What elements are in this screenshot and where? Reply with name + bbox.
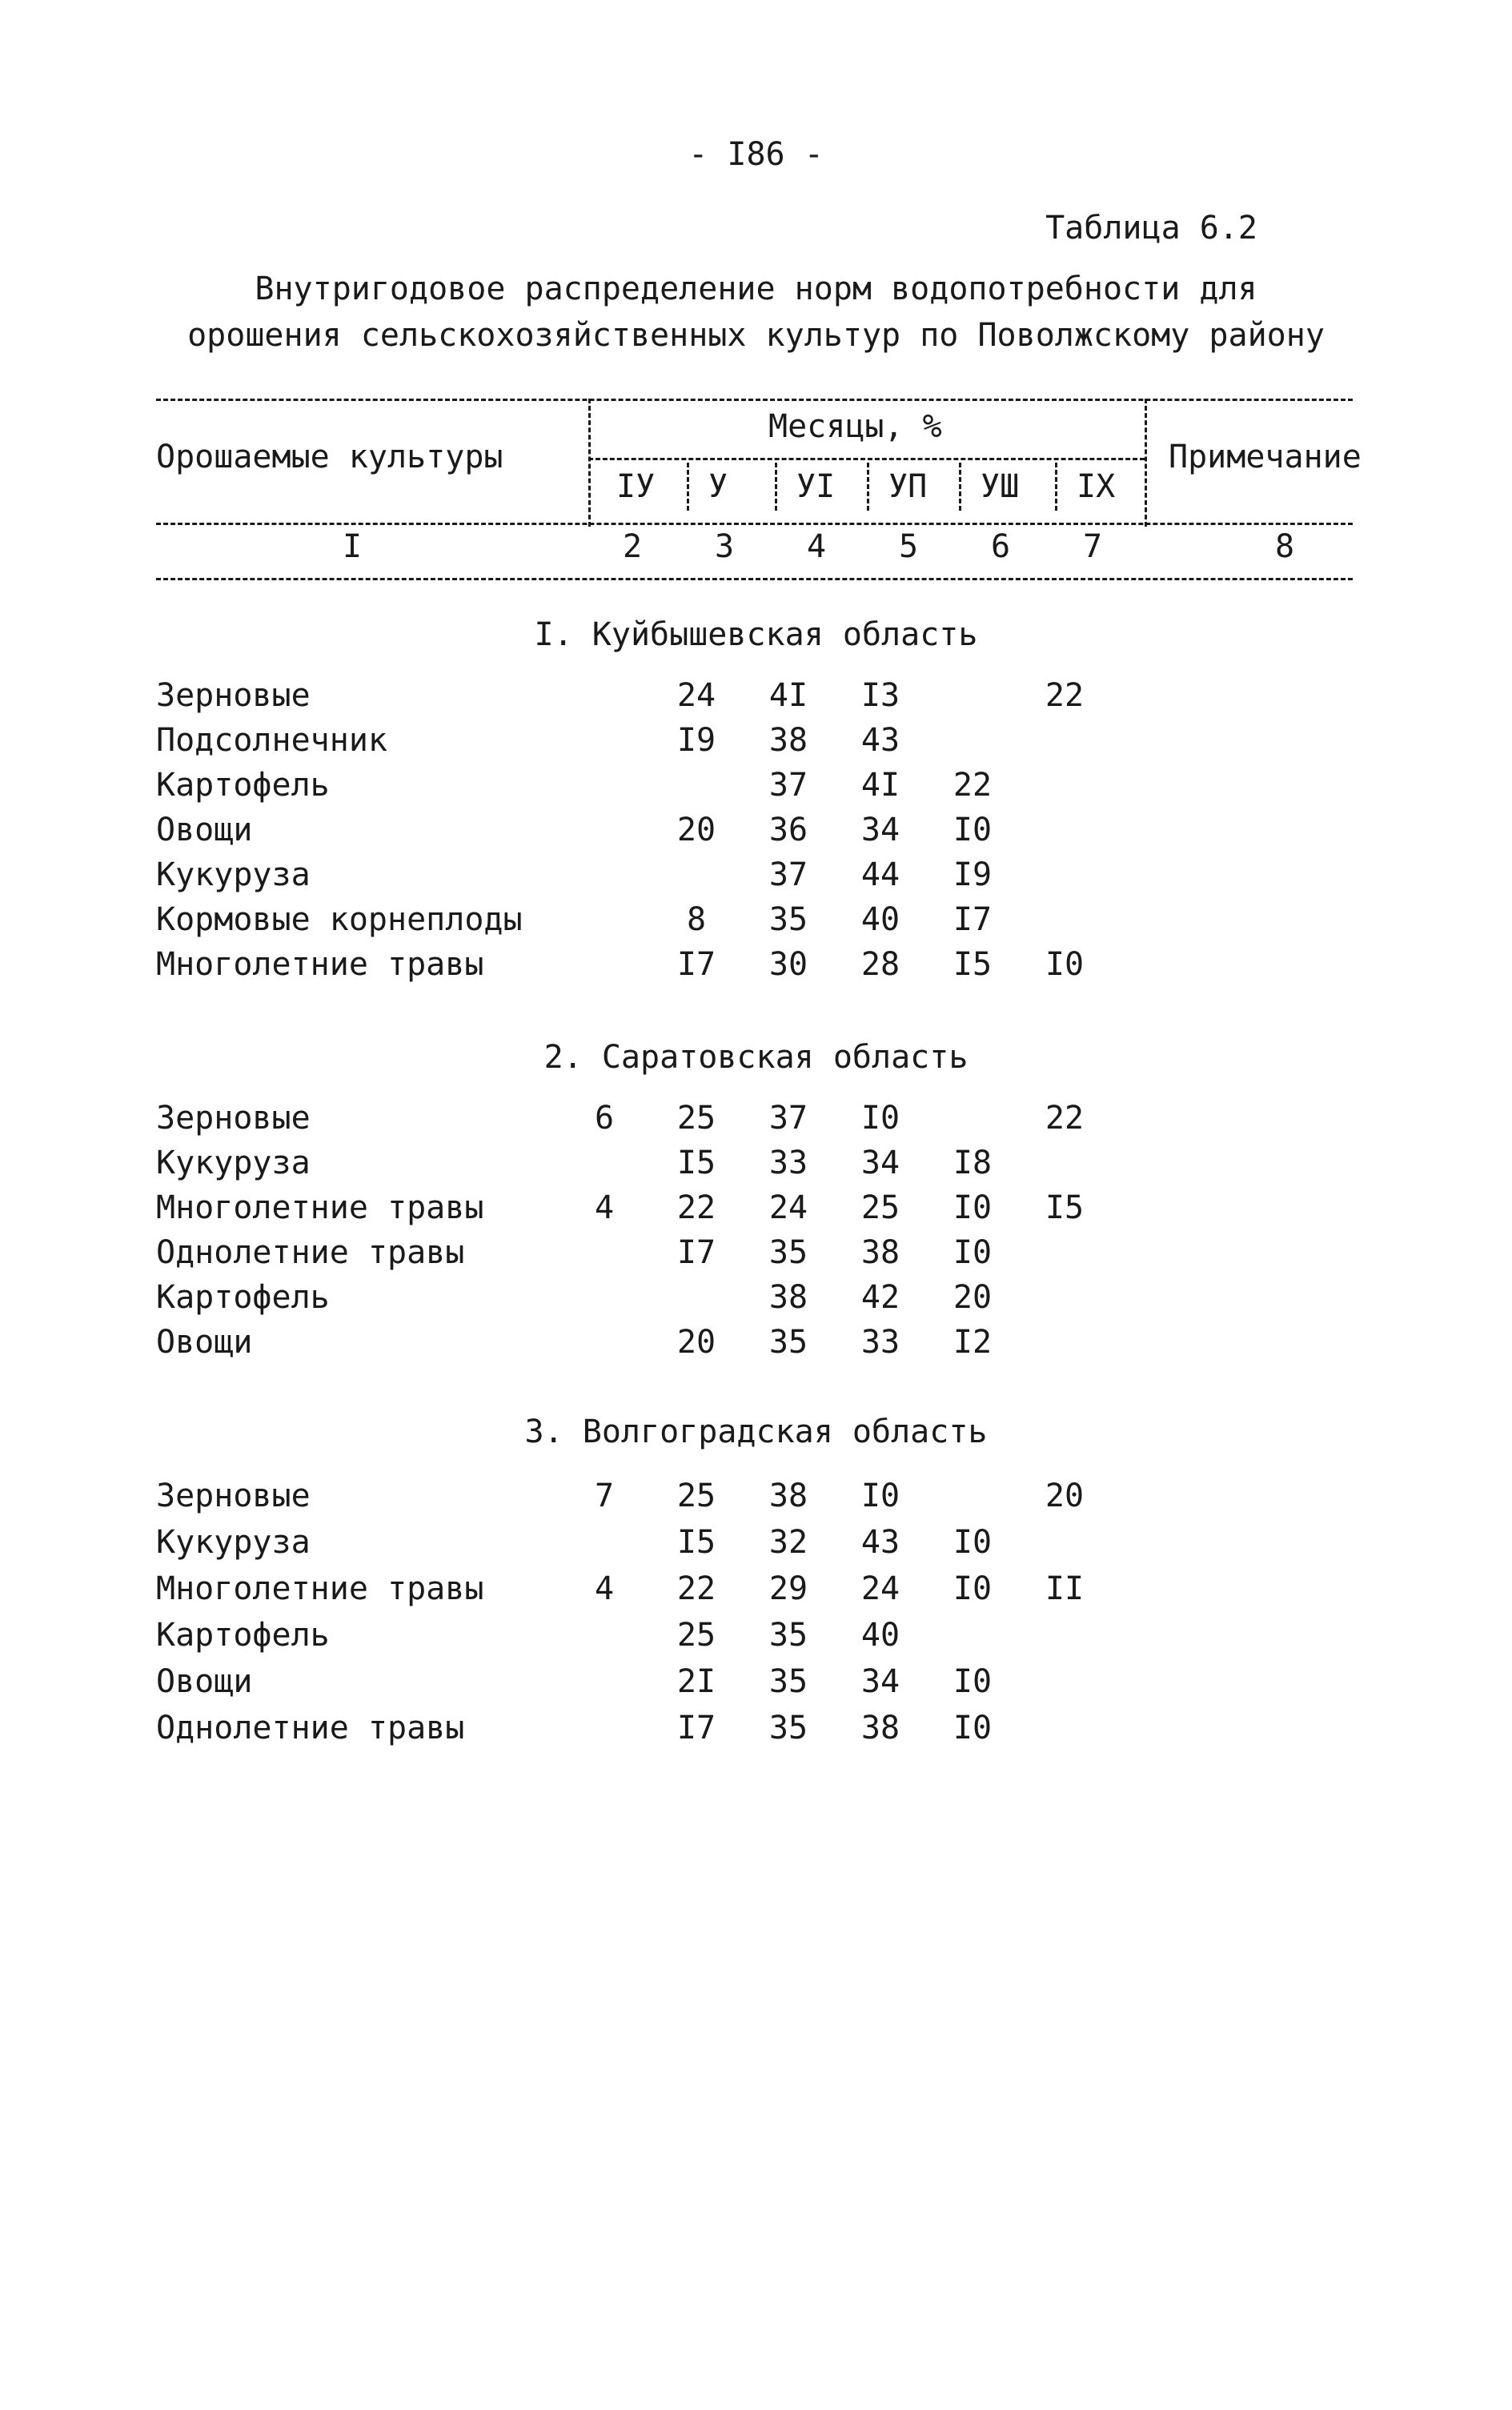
value-may: 22: [676, 1189, 716, 1226]
value-jul: I0: [860, 1100, 900, 1137]
table-row: [0, 1617, 1512, 1662]
col-number: 2: [622, 528, 643, 565]
col-number: I: [342, 528, 363, 565]
crop-name: Картофель: [156, 1617, 330, 1654]
value-sep: I5: [1045, 1189, 1085, 1226]
value-may: 20: [676, 812, 716, 848]
value-may: I7: [676, 1710, 716, 1746]
crop-name: Картофель: [156, 767, 330, 804]
col-number: 5: [898, 528, 919, 565]
value-jun: 35: [768, 1324, 808, 1361]
month-divider: [959, 463, 961, 511]
value-jul: 43: [860, 722, 900, 759]
months-subheader-rule: [588, 458, 1145, 460]
value-may: 20: [676, 1324, 716, 1361]
section-title: 2. Саратовская область: [543, 1039, 969, 1076]
page-number: - I86 -: [688, 136, 824, 173]
value-jul: 33: [860, 1324, 900, 1361]
value-apr: 4: [594, 1189, 615, 1226]
header-months: Месяцы, %: [768, 408, 942, 445]
value-jun: 29: [768, 1570, 808, 1607]
value-jul: 40: [860, 1617, 900, 1654]
month-divider: [775, 463, 777, 511]
value-apr: 4: [594, 1570, 615, 1607]
month-col-9: IX: [1077, 468, 1116, 505]
section-title: 3. Волгоградская область: [524, 1414, 988, 1450]
value-jun: 36: [768, 812, 808, 848]
value-aug: I0: [953, 1663, 993, 1700]
header-left-divider: [588, 399, 591, 527]
value-aug: I7: [953, 901, 993, 938]
value-jun: 35: [768, 1617, 808, 1654]
value-may: 25: [676, 1617, 716, 1654]
value-sep: 20: [1045, 1478, 1085, 1514]
value-aug: I0: [953, 1234, 993, 1271]
table-row: [0, 1279, 1512, 1324]
table-row: [0, 722, 1512, 767]
header-right-divider: [1145, 399, 1147, 527]
crop-name: Зерновые: [156, 677, 311, 714]
value-may: I5: [676, 1524, 716, 1561]
crop-name: Кукуруза: [156, 1145, 311, 1181]
month-col-4: IУ: [616, 468, 656, 505]
value-aug: I0: [953, 1710, 993, 1746]
value-jul: 28: [860, 946, 900, 983]
value-aug: 22: [953, 767, 993, 804]
table-row: [0, 901, 1512, 946]
value-jul: 44: [860, 856, 900, 893]
value-jun: 38: [768, 1279, 808, 1316]
month-col-7: УП: [888, 468, 928, 505]
value-sep: 22: [1045, 1100, 1085, 1137]
value-jul: 25: [860, 1189, 900, 1226]
value-aug: 20: [953, 1279, 993, 1316]
crop-name: Многолетние травы: [156, 1189, 484, 1226]
value-may: 25: [676, 1478, 716, 1514]
table-row: [0, 677, 1512, 722]
header-bottom-rule: [156, 578, 1353, 580]
col-number: 8: [1274, 528, 1295, 565]
value-aug: I2: [953, 1324, 993, 1361]
value-jul: 24: [860, 1570, 900, 1607]
crop-name: Кукуруза: [156, 1524, 311, 1561]
crop-name: Кормовые корнеплоды: [156, 901, 523, 938]
crop-name: Многолетние травы: [156, 1570, 484, 1607]
value-jul: 42: [860, 1279, 900, 1316]
col-number: 6: [990, 528, 1011, 565]
crop-name: Овощи: [156, 1324, 253, 1361]
header-mid-rule: [156, 523, 1353, 525]
table-row: [0, 1100, 1512, 1145]
crop-name: Однолетние травы: [156, 1234, 465, 1271]
header-top-rule: [156, 399, 1353, 401]
table-row: [0, 1324, 1512, 1369]
table-row: [0, 946, 1512, 991]
table-title-line-1: Внутригодовое распределение норм водопотребности для: [255, 271, 1257, 307]
col-number: 7: [1082, 528, 1103, 565]
value-may: I7: [676, 1234, 716, 1271]
month-divider: [867, 463, 869, 511]
value-may: 8: [686, 901, 707, 938]
crop-name: Зерновые: [156, 1100, 311, 1137]
value-may: 2I: [676, 1663, 716, 1700]
header-note: Примечание: [1169, 439, 1362, 475]
value-apr: 7: [594, 1478, 615, 1514]
value-jun: 32: [768, 1524, 808, 1561]
value-may: I7: [676, 946, 716, 983]
value-jul: 38: [860, 1234, 900, 1271]
col-number: 4: [806, 528, 827, 565]
value-jun: 37: [768, 856, 808, 893]
value-aug: I9: [953, 856, 993, 893]
value-aug: I5: [953, 946, 993, 983]
value-jul: 43: [860, 1524, 900, 1561]
crop-name: Кукуруза: [156, 856, 311, 893]
crop-name: Подсолнечник: [156, 722, 387, 759]
table-row: [0, 1145, 1512, 1189]
value-apr: 6: [594, 1100, 615, 1137]
table-row: [0, 1189, 1512, 1234]
value-jun: 37: [768, 1100, 808, 1137]
month-col-5: У: [708, 468, 728, 505]
value-jul: I3: [860, 677, 900, 714]
header-crops: Орошаемые культуры: [156, 439, 503, 475]
value-jun: 4I: [768, 677, 808, 714]
value-sep: II: [1045, 1570, 1085, 1607]
crop-name: Зерновые: [156, 1478, 311, 1514]
table-row: [0, 1478, 1512, 1522]
value-jun: 35: [768, 1663, 808, 1700]
value-may: 25: [676, 1100, 716, 1137]
value-jul: 34: [860, 812, 900, 848]
table-row: [0, 812, 1512, 856]
value-jul: 34: [860, 1663, 900, 1700]
value-jun: 30: [768, 946, 808, 983]
value-jun: 35: [768, 1234, 808, 1271]
value-aug: I8: [953, 1145, 993, 1181]
value-jun: 33: [768, 1145, 808, 1181]
table-label: Таблица 6.2: [1045, 210, 1257, 247]
table-row: [0, 856, 1512, 901]
value-jun: 24: [768, 1189, 808, 1226]
table-row: [0, 1524, 1512, 1569]
section-title: I. Куйбышевская область: [534, 616, 978, 653]
value-may: 22: [676, 1570, 716, 1607]
value-jul: 4I: [860, 767, 900, 804]
value-jul: I0: [860, 1478, 900, 1514]
value-aug: I0: [953, 1570, 993, 1607]
table-row: [0, 1663, 1512, 1708]
value-may: I5: [676, 1145, 716, 1181]
value-aug: I0: [953, 1524, 993, 1561]
value-jul: 38: [860, 1710, 900, 1746]
crop-name: Однолетние травы: [156, 1710, 465, 1746]
value-may: I9: [676, 722, 716, 759]
month-divider: [1055, 463, 1057, 511]
table-row: [0, 1234, 1512, 1279]
value-jun: 35: [768, 901, 808, 938]
value-jul: 40: [860, 901, 900, 938]
value-jun: 37: [768, 767, 808, 804]
value-jul: 34: [860, 1145, 900, 1181]
value-jun: 35: [768, 1710, 808, 1746]
table-row: [0, 1570, 1512, 1615]
month-divider: [687, 463, 689, 511]
month-col-6: УI: [796, 468, 836, 505]
crop-name: Картофель: [156, 1279, 330, 1316]
value-aug: I0: [953, 812, 993, 848]
value-sep: I0: [1045, 946, 1085, 983]
value-aug: I0: [953, 1189, 993, 1226]
value-jun: 38: [768, 1478, 808, 1514]
value-jun: 38: [768, 722, 808, 759]
table-title-line-2: орошения сельскохозяйственных культур по Поволжскому району: [187, 317, 1325, 354]
crop-name: Овощи: [156, 1663, 253, 1700]
table-row: [0, 767, 1512, 812]
table-row: [0, 1710, 1512, 1754]
col-number: 3: [714, 528, 735, 565]
crop-name: Овощи: [156, 812, 253, 848]
crop-name: Многолетние травы: [156, 946, 484, 983]
value-may: 24: [676, 677, 716, 714]
value-sep: 22: [1045, 677, 1085, 714]
month-col-8: УШ: [981, 468, 1020, 505]
